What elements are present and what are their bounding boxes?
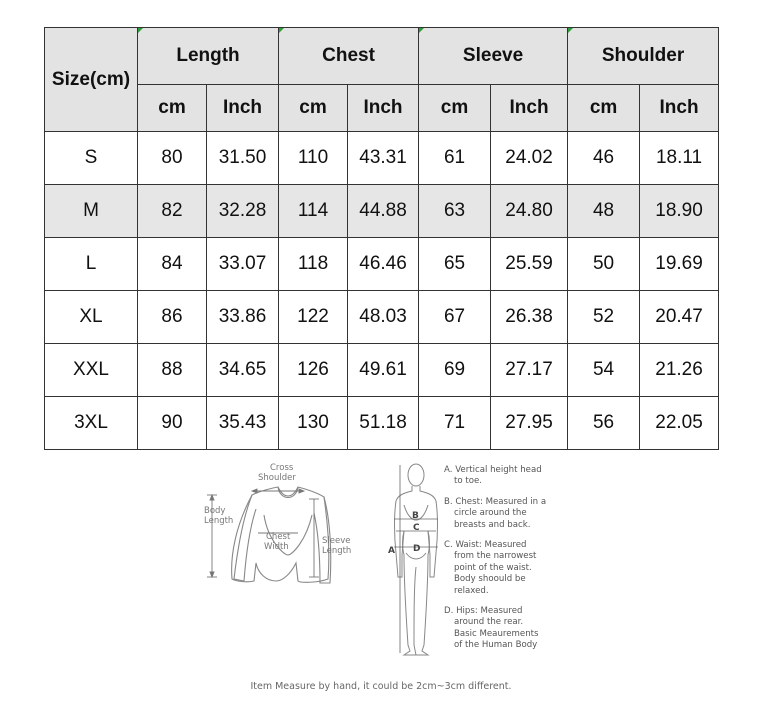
size-cell: L (45, 238, 138, 291)
table-cell: 130 (279, 397, 348, 450)
table-cell: 82 (138, 185, 207, 238)
table-cell: 86 (138, 291, 207, 344)
body-length-label: Length (204, 516, 234, 526)
illustration-canvas (0, 455, 762, 695)
note-b (444, 497, 564, 531)
table-cell: 26.38 (491, 291, 568, 344)
table-cell: 18.11 (640, 132, 719, 185)
note-text: point of the waist. (454, 562, 532, 573)
table-cell: 71 (419, 397, 491, 450)
measurement-illustration (0, 455, 762, 718)
size-cell: XXL (45, 344, 138, 397)
table-cell: 126 (279, 344, 348, 397)
table-row (45, 238, 719, 291)
table-cell: 22.05 (640, 397, 719, 450)
measure-disclaimer: Item Measure by hand, it could be 2cm~3cm different. (250, 681, 512, 692)
unit-header-inch: Inch (207, 85, 279, 132)
table-row (45, 397, 719, 450)
table-cell: 25.59 (491, 238, 568, 291)
table-cell: 19.69 (640, 238, 719, 291)
table-cell: 21.26 (640, 344, 719, 397)
table-cell: 69 (419, 344, 491, 397)
unit-header-inch: Inch (491, 85, 568, 132)
table-cell: 50 (568, 238, 640, 291)
table-cell: 63 (419, 185, 491, 238)
table-cell: 43.31 (348, 132, 419, 185)
note-text: around the rear. (454, 617, 524, 628)
table-cell: 44.88 (348, 185, 419, 238)
table-cell: 114 (279, 185, 348, 238)
unit-header-cm: cm (419, 85, 491, 132)
note-text: relaxed. (454, 585, 489, 596)
note-text: of the Human Body (454, 640, 538, 651)
table-cell: 61 (419, 132, 491, 185)
table-cell: 110 (279, 132, 348, 185)
table-cell: 46 (568, 132, 640, 185)
cross-shoulder-label: Cross (270, 463, 294, 473)
note-text: C. Waist: Measured (444, 540, 527, 551)
table-cell: 33.07 (207, 238, 279, 291)
table-cell: 56 (568, 397, 640, 450)
unit-header-cm: cm (279, 85, 348, 132)
table-cell: 52 (568, 291, 640, 344)
unit-header-cm: cm (568, 85, 640, 132)
table-cell: 118 (279, 238, 348, 291)
note-text: to toe. (454, 476, 483, 487)
table-cell: 88 (138, 344, 207, 397)
table-cell: 48.03 (348, 291, 419, 344)
body-length-label: Body (204, 506, 226, 516)
note-text: circle around the (454, 508, 527, 519)
table-cell: 84 (138, 238, 207, 291)
table-cell: 48 (568, 185, 640, 238)
table-cell: 80 (138, 132, 207, 185)
note-text: breasts and back. (454, 519, 531, 530)
note-text: A. Vertical height head (444, 465, 542, 475)
table-cell: 20.47 (640, 291, 719, 344)
table-row (45, 132, 719, 185)
note-text: Basic Meaurements (454, 628, 539, 639)
table-cell: 27.95 (491, 397, 568, 450)
table-cell: 67 (419, 291, 491, 344)
table-row (45, 291, 719, 344)
shoulder-header: Shoulder (568, 28, 719, 85)
chest-header: Chest (279, 28, 419, 85)
size-column-header: Size(cm) (45, 28, 138, 132)
note-text: B. Chest: Measured in a (444, 496, 547, 507)
length-header: Length (138, 28, 279, 85)
table-cell: 32.28 (207, 185, 279, 238)
size-chart-table (44, 27, 719, 450)
sleeve-header: Sleeve (419, 28, 568, 85)
table-cell: 18.90 (640, 185, 719, 238)
table-cell: 90 (138, 397, 207, 450)
size-cell: XL (45, 291, 138, 344)
table-cell: 27.17 (491, 344, 568, 397)
chest-width-label: Width (264, 542, 289, 552)
sleeve-length-label: Length (322, 546, 352, 556)
body-figure (395, 464, 438, 655)
chest-width-label: Chest (266, 532, 291, 542)
size-cell: M (45, 185, 138, 238)
unit-header-inch: Inch (348, 85, 419, 132)
note-text: from the narrowest (454, 551, 537, 562)
marker-b: B (412, 511, 419, 521)
table-row (45, 344, 719, 397)
size-cell: S (45, 132, 138, 185)
cross-shoulder-label: Shoulder (258, 473, 296, 483)
table-cell: 35.43 (207, 397, 279, 450)
table-cell: 122 (279, 291, 348, 344)
table-cell: 24.80 (491, 185, 568, 238)
note-text: D. Hips: Measured (444, 606, 523, 617)
table-cell: 54 (568, 344, 640, 397)
table-cell: 24.02 (491, 132, 568, 185)
marker-d: D (413, 544, 421, 554)
table-cell: 51.18 (348, 397, 419, 450)
size-cell: 3XL (45, 397, 138, 450)
table-cell: 34.65 (207, 344, 279, 397)
note-a (444, 465, 564, 488)
unit-header-cm: cm (138, 85, 207, 132)
measurement-notes (444, 465, 564, 661)
table-cell: 49.61 (348, 344, 419, 397)
table-cell: 65 (419, 238, 491, 291)
table-cell: 46.46 (348, 238, 419, 291)
table-cell: 31.50 (207, 132, 279, 185)
note-text: Body shoould be (454, 574, 526, 585)
table-row (45, 185, 719, 238)
table-cell: 33.86 (207, 291, 279, 344)
marker-c: C (413, 523, 420, 533)
note-d (444, 606, 564, 652)
unit-header-inch: Inch (640, 85, 719, 132)
sleeve-length-label: Sleeve (322, 536, 351, 546)
note-c (444, 540, 564, 597)
marker-a: A (388, 546, 395, 556)
